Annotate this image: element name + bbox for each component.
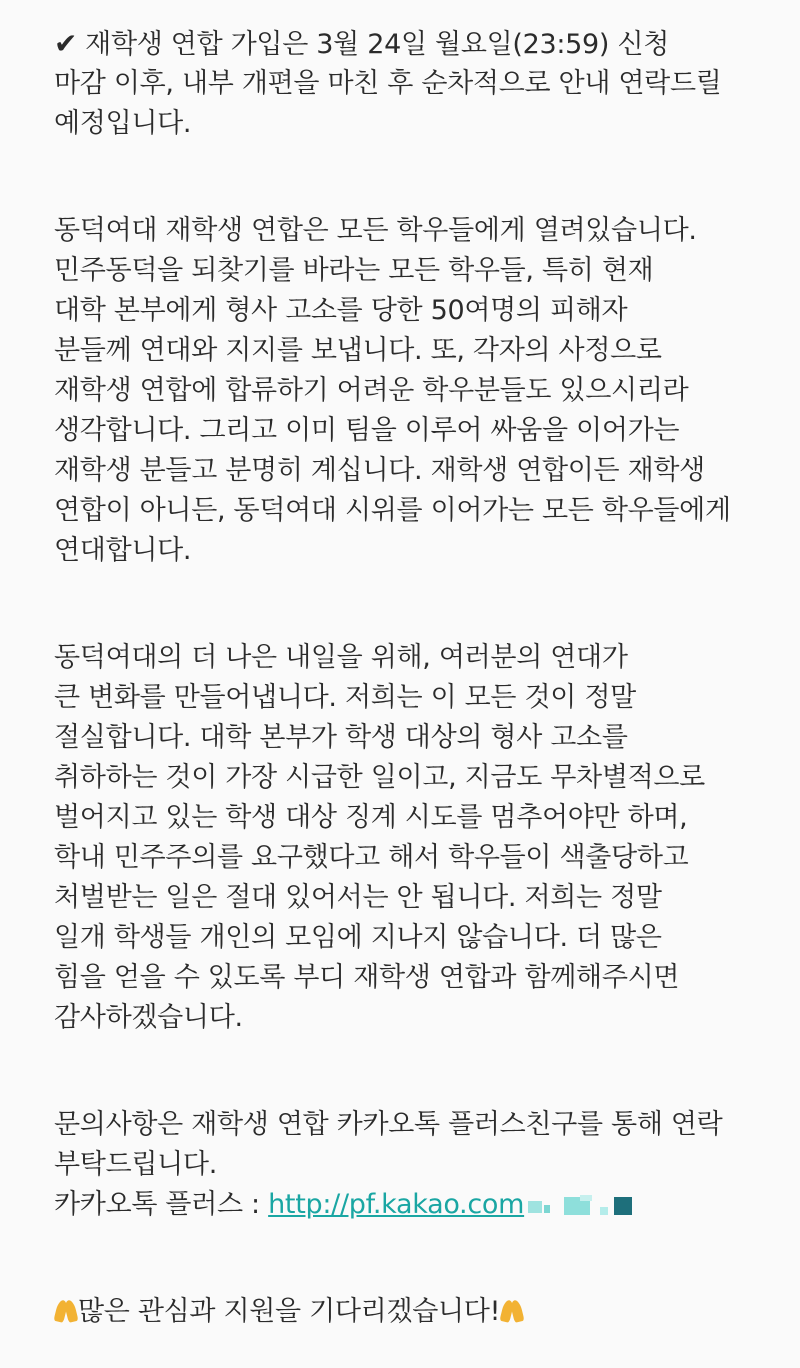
text-line: 민주동덕을 되찾기를 바라는 모든 학우들, 특히 현재 bbox=[54, 255, 654, 286]
closing-line bbox=[54, 1292, 774, 1332]
text-line: 처벌받는 일은 절대 있어서는 안 됩니다. 저희는 정말 bbox=[54, 882, 662, 913]
text-line: 연대합니다. bbox=[54, 535, 192, 566]
document-body bbox=[54, 24, 774, 1332]
text-line bbox=[54, 24, 774, 64]
text-line: 힘을 얻을 수 있도록 부디 재학생 연합과 함께해주시면 bbox=[54, 962, 680, 993]
text-line: 재학생 연합에 합류하기 어려운 학우분들도 있으시리라 bbox=[54, 375, 689, 406]
kakao-link[interactable]: http://pf.kakao.com bbox=[268, 1189, 525, 1220]
folded-hands-icon bbox=[54, 1296, 78, 1324]
kakao-label: 카카오톡 플러스 : bbox=[54, 1189, 269, 1220]
text-line: 마감 이후, 내부 개편을 마친 후 순차적으로 안내 연락드릴 bbox=[54, 68, 722, 99]
text-line: 취하하는 것이 가장 시급한 일이고, 지금도 무차별적으로 bbox=[54, 762, 705, 793]
text-line: 일개 학생들 개인의 모임에 지나지 않습니다. 더 많은 bbox=[54, 922, 662, 953]
folded-hands-icon bbox=[500, 1296, 524, 1324]
text-line: 부탁드립니다. bbox=[54, 1149, 217, 1180]
paragraph-gap bbox=[54, 1038, 774, 1105]
redacted-blur bbox=[528, 1195, 638, 1217]
paragraph-gap bbox=[54, 571, 774, 638]
closing-text: 많은 관심과 지원을 기다리겠습니다! bbox=[78, 1296, 501, 1327]
kakao-contact-line bbox=[54, 1185, 774, 1225]
text-line-content: 재학생 연합 가입은 3월 24일 월요일(23:59) 신청 bbox=[85, 29, 670, 60]
text-line: 감사하겠습니다. bbox=[54, 1002, 243, 1033]
text-line: 연합이 아니든, 동덕여대 시위를 이어가는 모든 학우들에게 bbox=[54, 495, 731, 526]
text-line: 벌어지고 있는 학생 대상 징계 시도를 멈추어야만 하며, bbox=[54, 802, 688, 833]
text-line: 대학 본부에게 형사 고소를 당한 50여명의 피해자 bbox=[54, 295, 628, 326]
text-line: 큰 변화를 만들어냅니다. 저희는 이 모든 것이 정말 bbox=[54, 682, 636, 713]
paragraph-gap bbox=[54, 1225, 774, 1292]
text-line: 예정입니다. bbox=[54, 108, 192, 139]
text-line: 동덕여대의 더 나은 내일을 위해, 여러분의 연대가 bbox=[54, 642, 628, 673]
check-icon: ✔ bbox=[54, 27, 78, 60]
text-line: 절실합니다. 대학 본부가 학생 대상의 형사 고소를 bbox=[54, 722, 628, 753]
text-line: 생각합니다. 그리고 이미 팀을 이루어 싸움을 이어가는 bbox=[54, 415, 680, 446]
text-line: 재학생 분들고 분명히 계십니다. 재학생 연합이든 재학생 bbox=[54, 455, 705, 486]
text-line: 동덕여대 재학생 연합은 모든 학우들에게 열려있습니다. bbox=[54, 215, 697, 246]
text-line: 학내 민주주의를 요구했다고 해서 학우들이 색출당하고 bbox=[54, 842, 689, 873]
paragraph-gap bbox=[54, 144, 774, 211]
text-line: 분들께 연대와 지지를 보냅니다. 또, 각자의 사정으로 bbox=[54, 335, 662, 366]
text-line: 문의사항은 재학생 연합 카카오톡 플러스친구를 통해 연락 bbox=[54, 1109, 723, 1140]
